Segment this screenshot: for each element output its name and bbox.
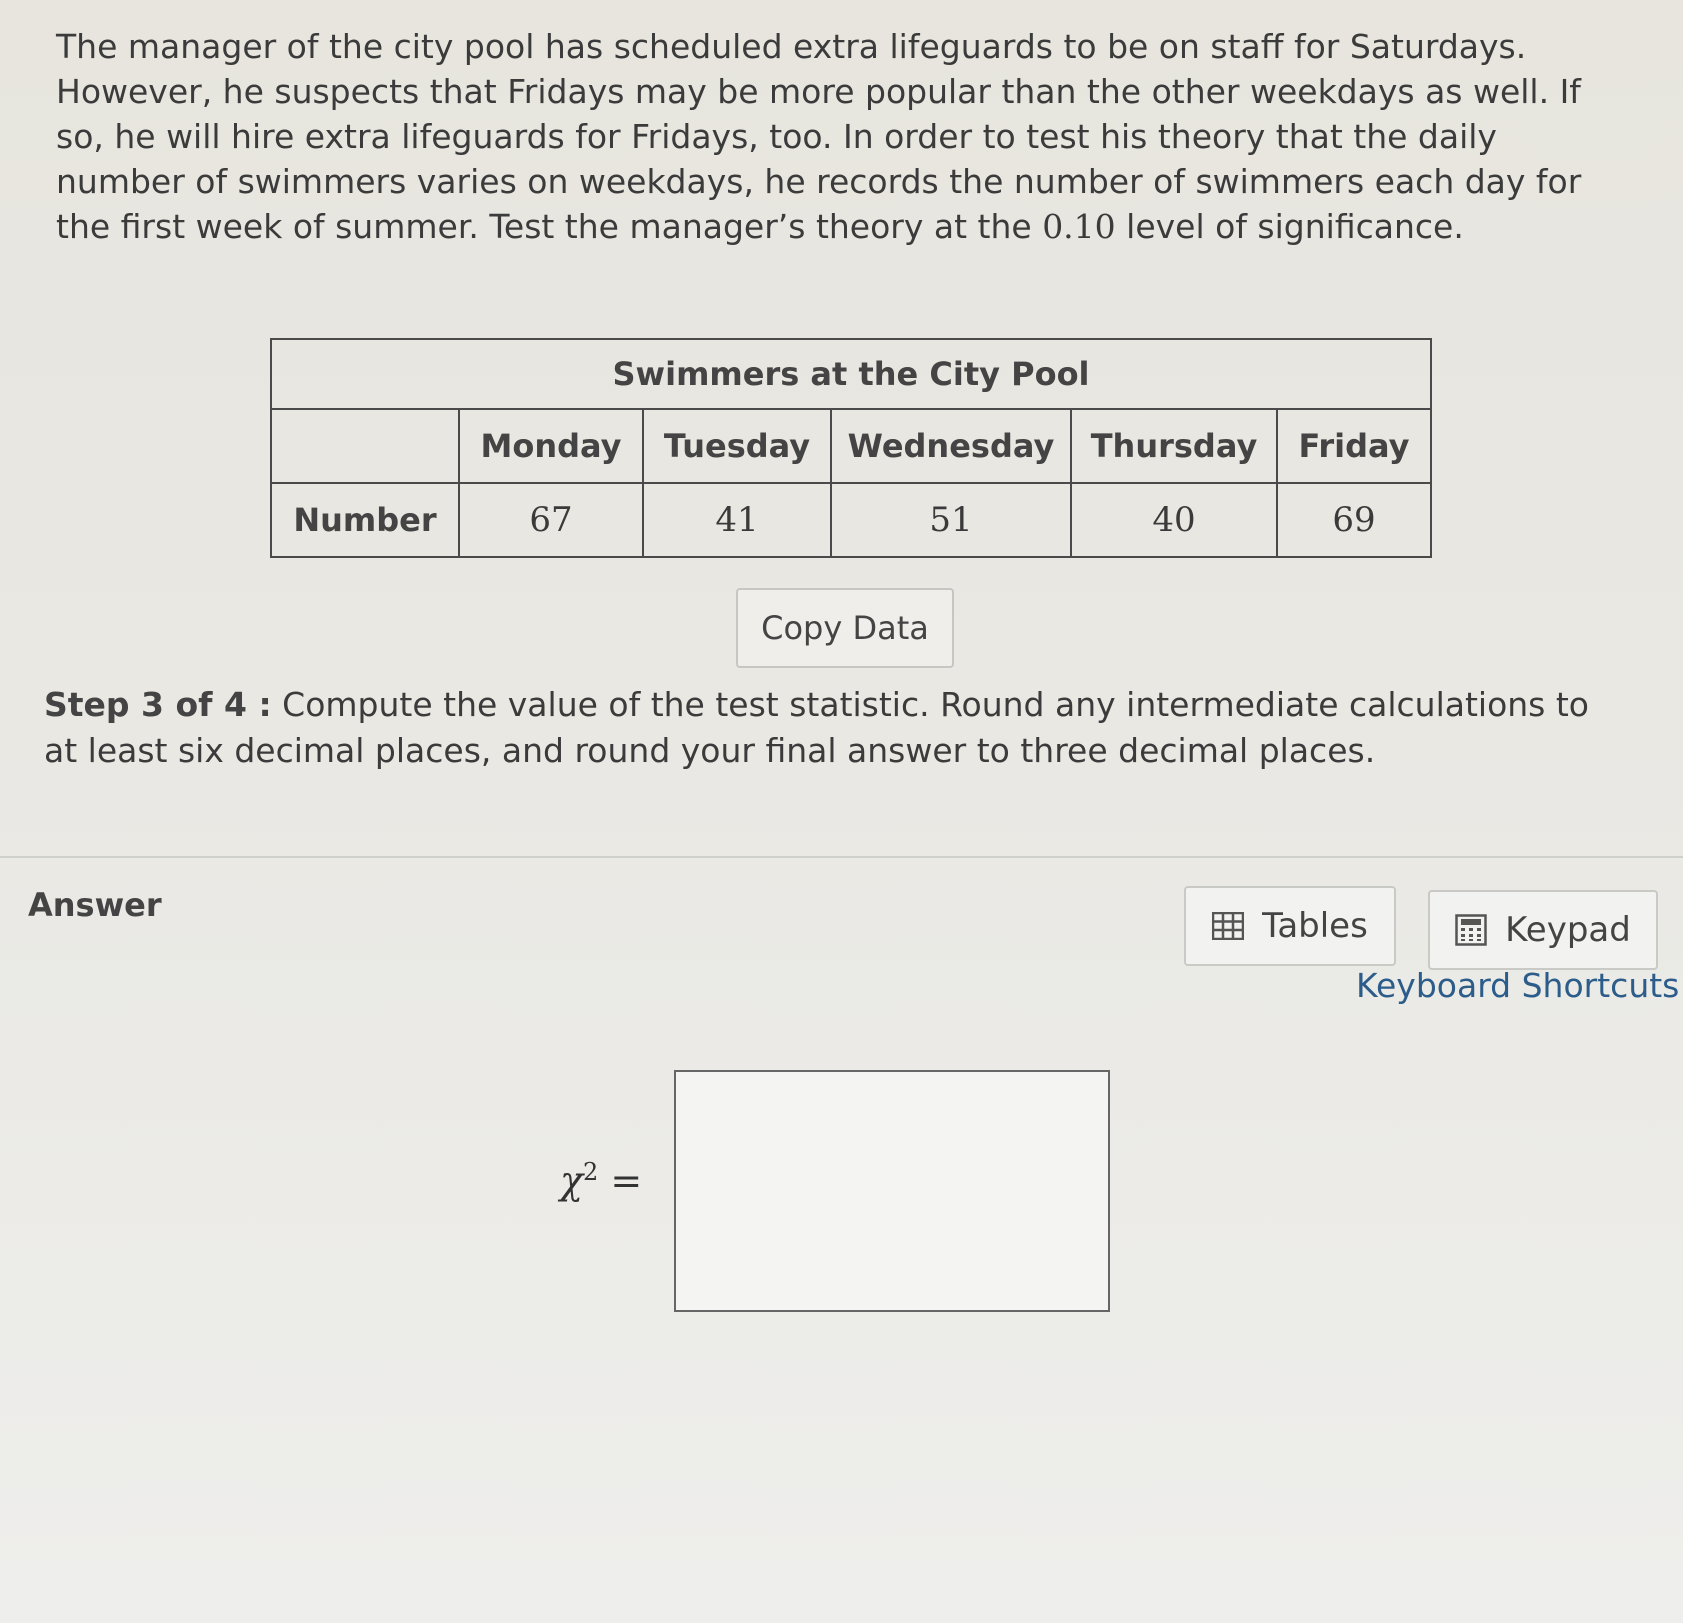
column-header-wednesday: Wednesday (831, 409, 1071, 483)
column-header-thursday: Thursday (1071, 409, 1277, 483)
step-instructions (44, 682, 1624, 774)
tables-button[interactable] (1184, 886, 1396, 966)
row-label-number: Number (271, 483, 459, 557)
problem-text: The manager of the city pool has scheduled extra lifeguards to be on staff for Saturdays. However, he suspects that Fridays may be more popular than the other weekdays as well. If so, he will hire extra lifeguards for Fridays, too. In order to test his theory that the daily number of swimmers varies on weekdays, he records the number of swimmers each day for the first week of summer. Test the manager’s theory at the (56, 27, 1582, 246)
step-text: Compute the value of the test statistic. Round any intermediate calculations to at least six decimal places, and round your final answer to three decimal places. (44, 685, 1589, 770)
problem-statement (56, 24, 1596, 249)
answer-heading: Answer (28, 886, 162, 924)
column-header-friday: Friday (1277, 409, 1431, 483)
step-label: Step 3 of 4 : (44, 685, 272, 724)
table-corner-cell (271, 409, 459, 483)
value-tuesday: 41 (643, 483, 831, 557)
copy-data-button[interactable]: Copy Data (736, 588, 954, 668)
table-title: Swimmers at the City Pool (271, 339, 1431, 409)
table-grid-icon (1212, 912, 1244, 940)
answer-input[interactable] (674, 1070, 1110, 1312)
significance-level: 0.10 (1042, 207, 1116, 246)
column-header-tuesday: Tuesday (643, 409, 831, 483)
problem-text-end: level of significance. (1115, 207, 1464, 246)
value-thursday: 40 (1071, 483, 1277, 557)
swimmers-table (270, 338, 1432, 558)
value-monday: 67 (459, 483, 643, 557)
column-header-monday: Monday (459, 409, 643, 483)
value-friday: 69 (1277, 483, 1431, 557)
keypad-icon (1455, 914, 1487, 946)
value-wednesday: 51 (831, 483, 1071, 557)
keypad-button[interactable] (1428, 890, 1658, 970)
keypad-button-label: Keypad (1505, 910, 1631, 950)
equals-sign: = (610, 1158, 643, 1203)
tables-button-label: Tables (1262, 906, 1368, 946)
section-divider (0, 856, 1683, 858)
chi-symbol: χ (560, 1158, 584, 1203)
chi-exponent: 2 (583, 1158, 599, 1186)
chi-square-label (560, 1158, 642, 1203)
keyboard-shortcuts-link[interactable]: Keyboard Shortcuts (1356, 966, 1680, 1005)
